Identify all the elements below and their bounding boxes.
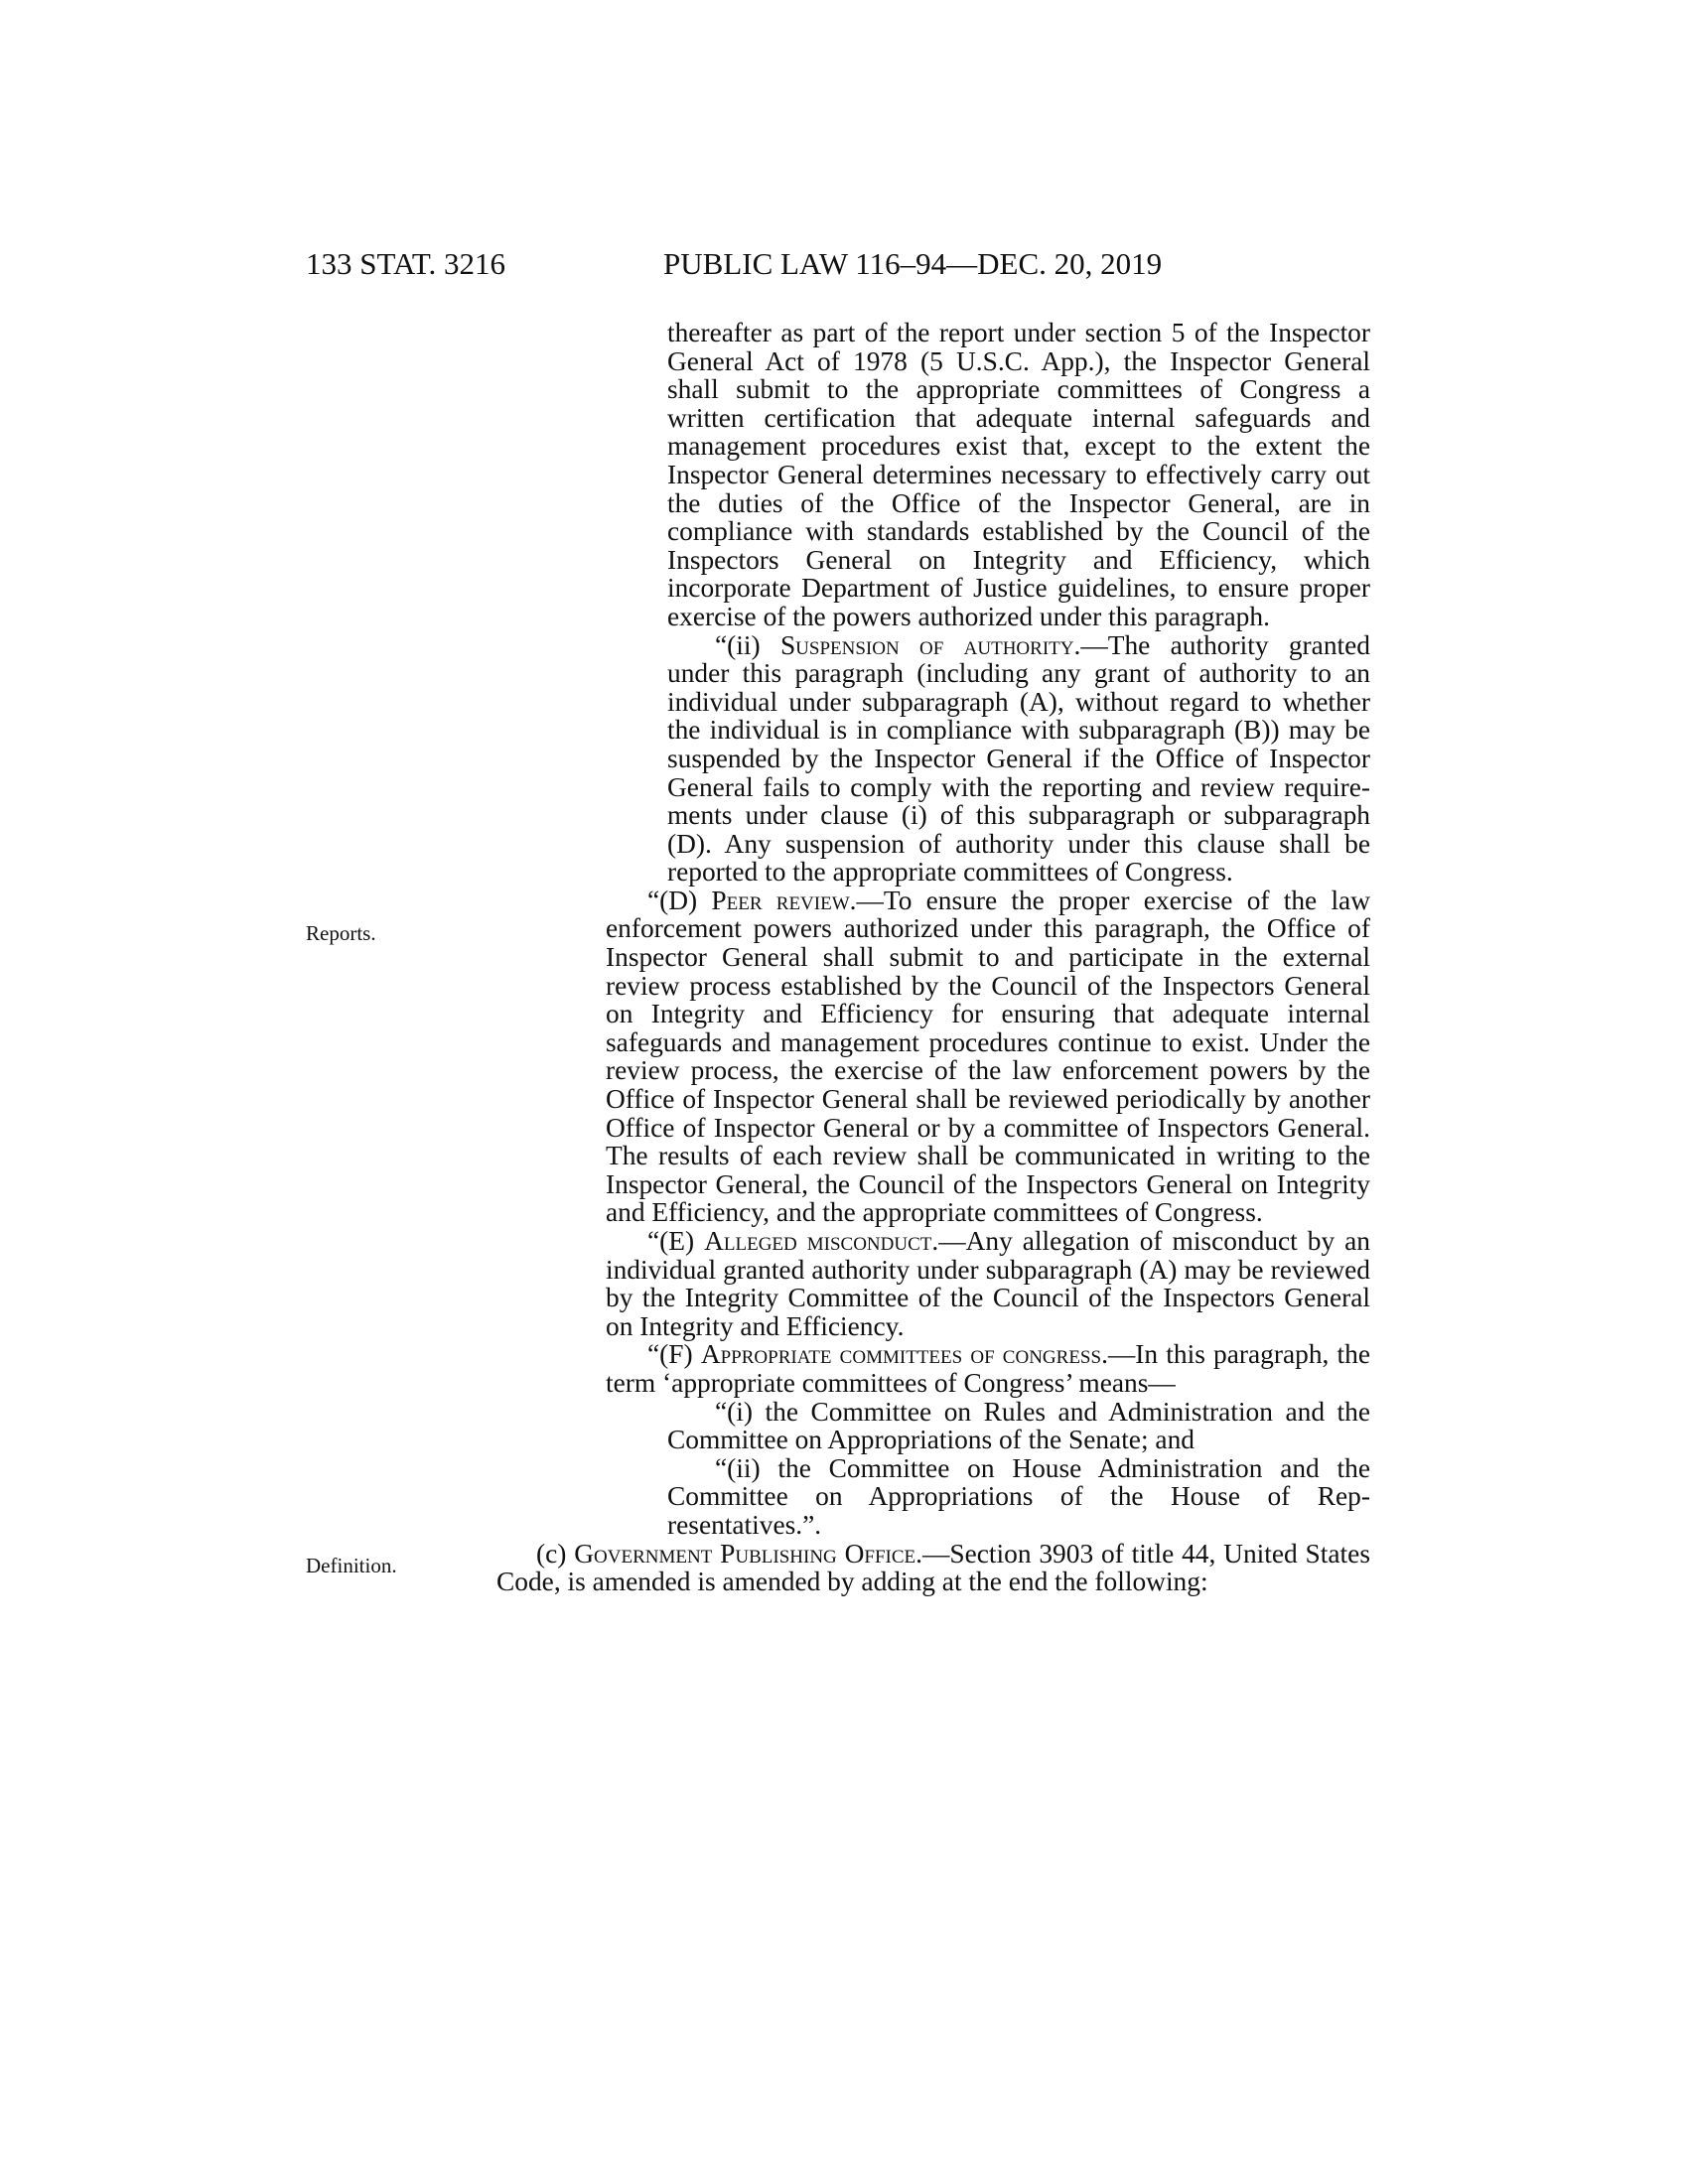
statute-page-number: 133 STAT. 3216 [306, 246, 506, 281]
clause-number: “(F) [647, 1339, 701, 1370]
section-heading: Appropriate committees of congress [700, 1339, 1102, 1370]
clause-number: “(D) [647, 885, 712, 915]
public-law-title: PUBLIC LAW 116–94—DEC. 20, 2019 [663, 246, 1163, 281]
clause-number: “(E) [647, 1226, 705, 1256]
section-body: .—The authority granted under this paragraph (including any grant of authority to an individual under subparagraph (A), without regard to whether the individual is in compliance with subparagraph (B)) may be suspended by the Inspector General if the Office of Inspector General fails to comply with the reporting and review requirements under clause (i) of this subparagraph or subparagraph (D). Any suspension of authority under this clause shall be reported to the appropriate committees of Congress. [667, 629, 1370, 887]
section-body: .—To ensure the proper exercise of the law enforcement powers authorized under this paragraph, the Office of Inspector General shall submit to and participate in the external review process established by the Council of the Inspectors General on Integrity and Efficiency for ensuring that adequate internal safeguards and management procedures continue to exist. Under the review process, the exercise of the law enforcement powers by the Office of Inspector General shall be reviewed periodically by another Office of Inspector General or by a committee of Inspectors General. The results of each review shall be communicated in writing to the Inspector General, the Council of the Inspectors General on Integrity and Efficiency, and the appropriate committees of Congress. [606, 885, 1370, 1228]
paragraph-peer-review [496, 887, 1370, 1227]
paragraph-house-committees: “(ii) the Committee on House Administration and the Committee on Appropriations of the House of Representatives.”. [667, 1452, 1370, 1540]
section-body: .—In this paragraph, the term ‘appropriate committees of Congress’ means— [606, 1339, 1370, 1398]
margin-note-reports: Reports. [306, 921, 376, 945]
paragraph-appropriate-committees [496, 1340, 1370, 1397]
subsection-number: (c) [536, 1538, 575, 1569]
statute-body [496, 319, 1370, 1596]
section-heading: Alleged misconduct [704, 1226, 932, 1256]
paragraph-senate-committees: “(i) the Committee on Rules and Administration and the Committee on Appropriations of the Senate; and [667, 1396, 1370, 1455]
paragraph-certification-continued: thereafter as part of the report under section 5 of the Inspector General Act of 1978 (5 U.S.C. App.), the Inspector General shall submit to the appropriate committees of Congress a written certification that adequate internal safeguards and management procedures exist that, except to the extent the Inspector General determines necessary to effectively carry out the duties of the Office of the Inspector General, are in compliance with standards established by the Council of the Inspectors General on Integrity and Efficiency, which incorporate Department of Justice guidelines, to ensure proper exercise of the powers authorized under this paragraph. [667, 318, 1370, 631]
paragraph-suspension-of-authority [496, 631, 1370, 887]
paragraph-alleged-misconduct [496, 1227, 1370, 1340]
section-heading: Peer review [711, 885, 850, 915]
margin-note-definition: Definition. [306, 1554, 397, 1577]
section-body: .—Section 3903 of title 44, United States Code, is amended is amended by adding at the end the following: [496, 1538, 1370, 1597]
section-heading: Government Publishing Office [574, 1538, 916, 1569]
clause-number: “(ii) [715, 629, 780, 660]
page-header [306, 246, 1370, 286]
paragraph-government-publishing-office [496, 1540, 1370, 1596]
section-heading: Suspension of authority [779, 629, 1074, 660]
section-body: .—Any allegation of misconduct by an individual granted authority under subparagraph (A) may be reviewed by the Integrity Committee of the Council of the Inspectors General on Integrity and Efficiency. [606, 1226, 1370, 1341]
